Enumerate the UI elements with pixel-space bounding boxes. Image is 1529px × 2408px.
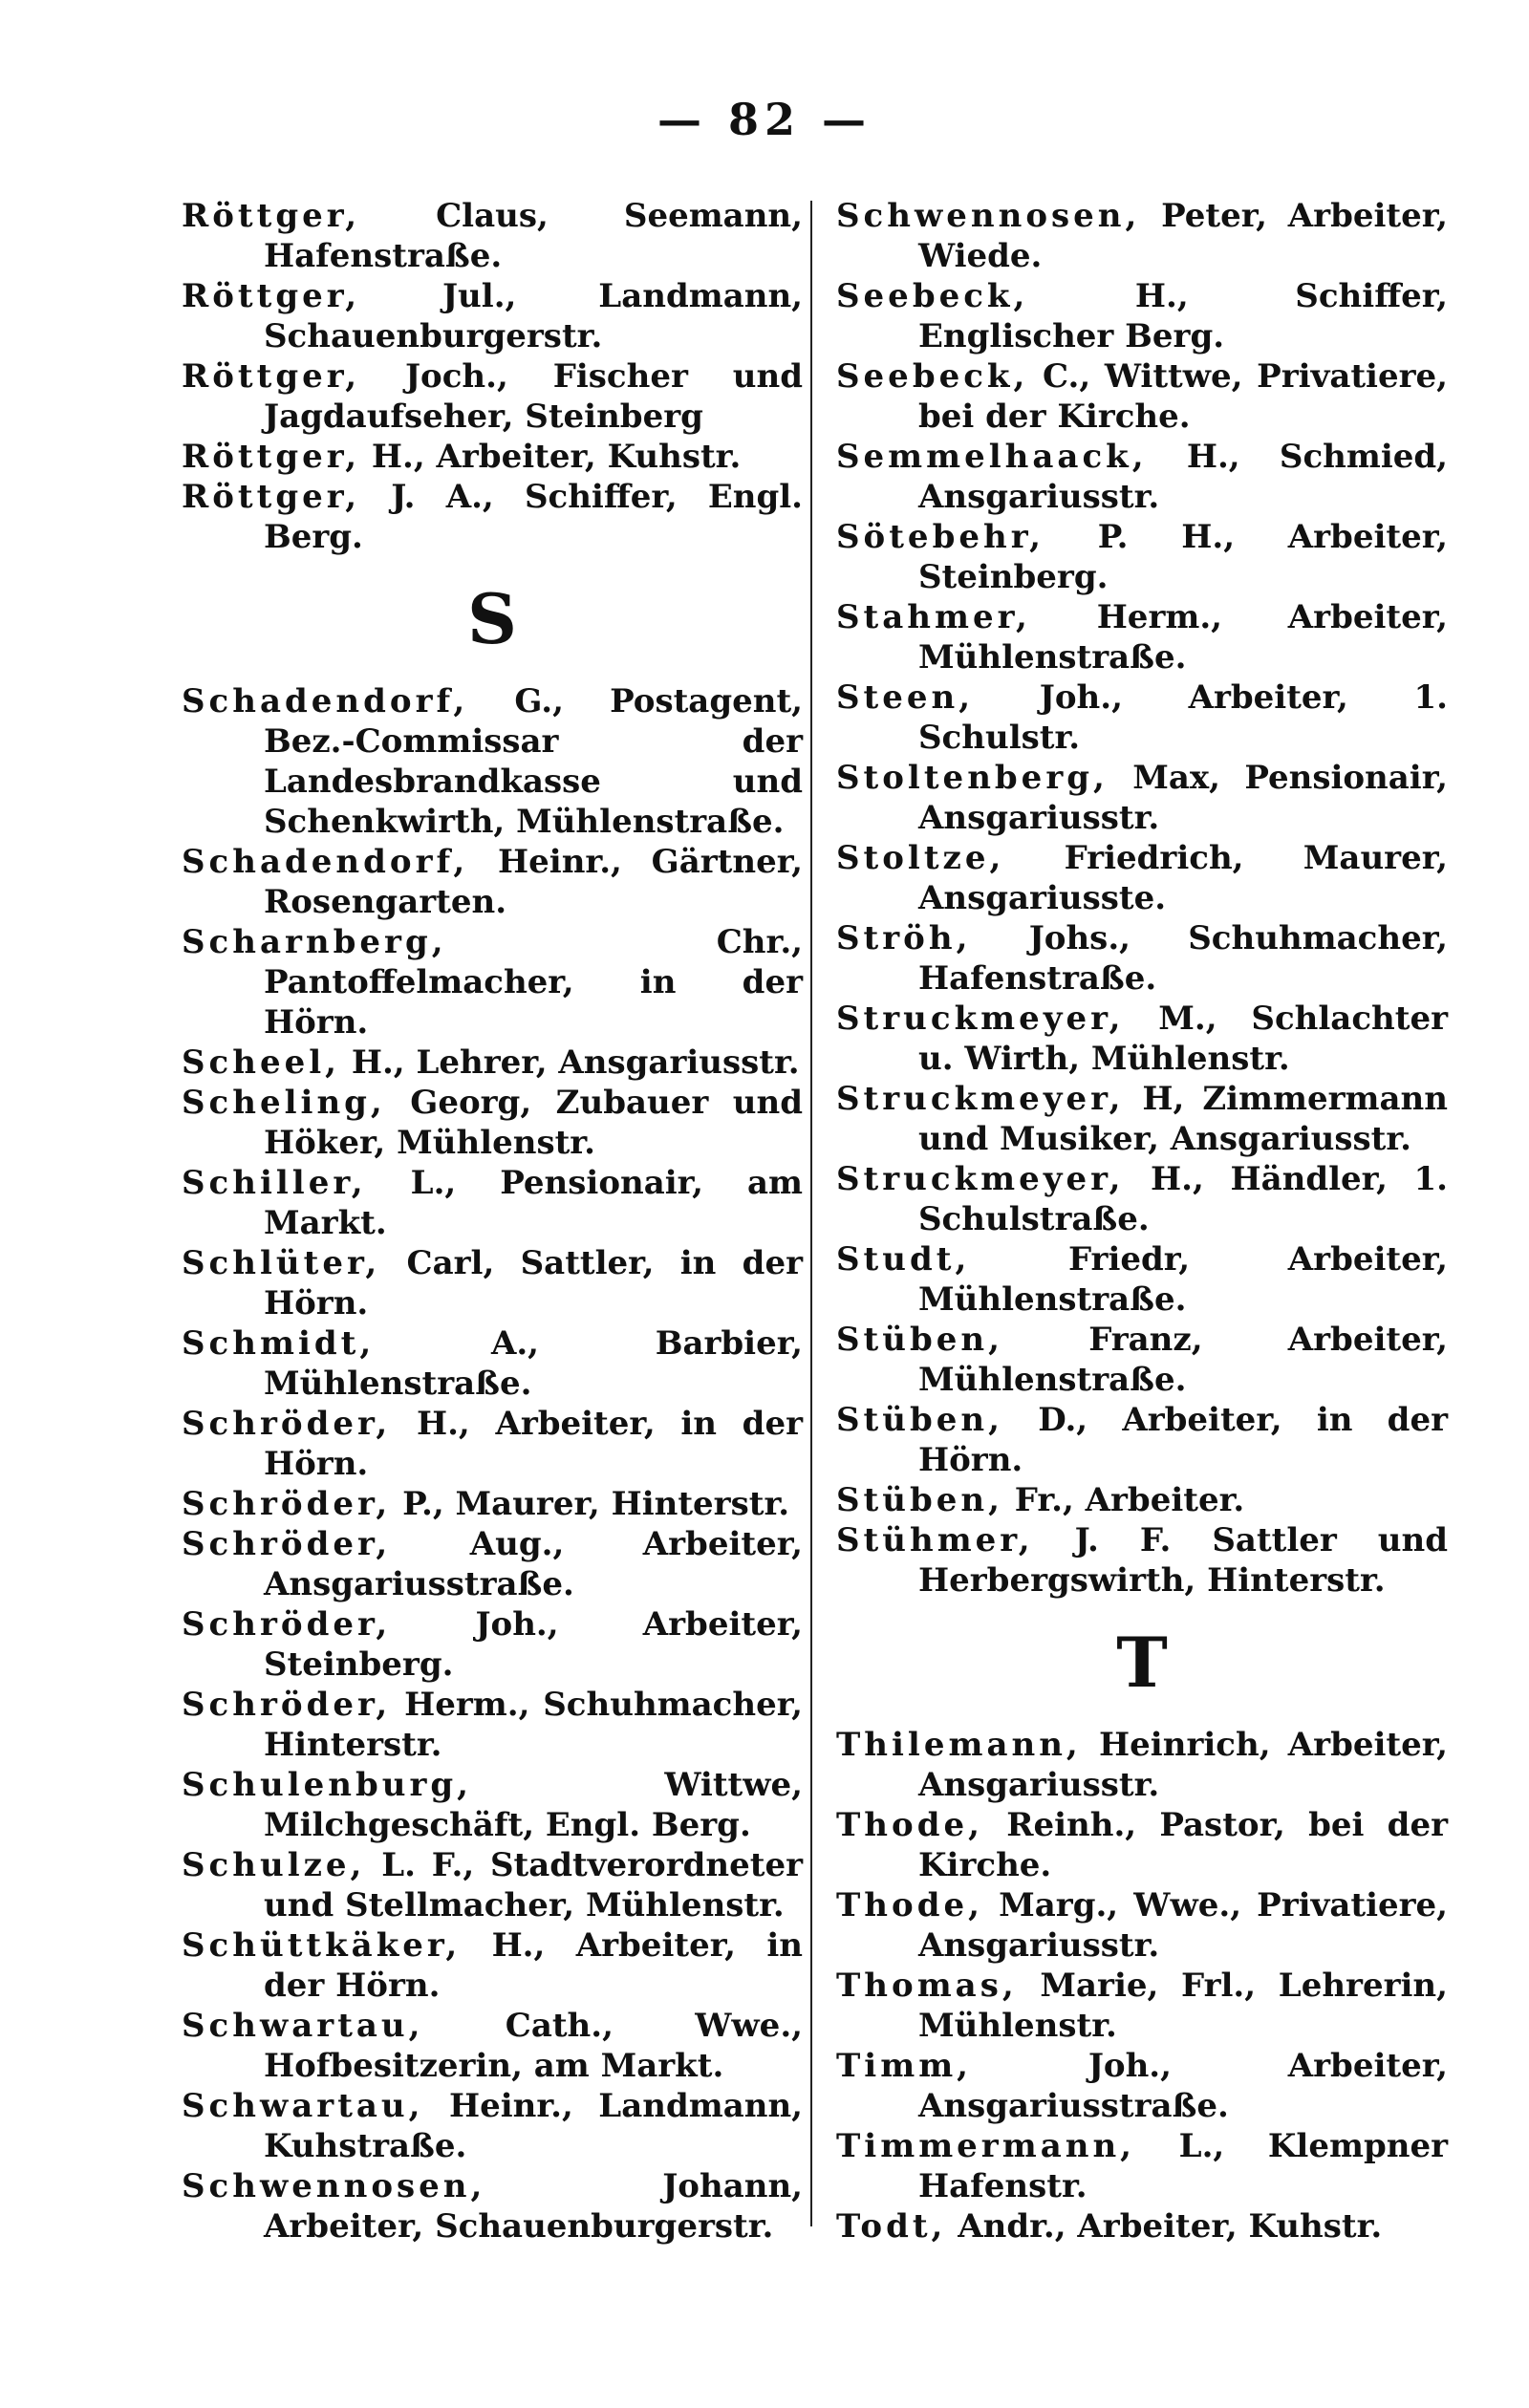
entry-surname: Schwennosen, xyxy=(182,2167,486,2205)
entry-details: Marie, Frl., Lehrerin, Mühlenstr. xyxy=(918,1967,1448,2045)
entry-details: Heinrich, Arbeiter, Ansgariusstr. xyxy=(918,1726,1449,1804)
entry-details: Joch., Fischer und Jagdaufseher, Steinberg xyxy=(264,357,803,436)
section-heading-t: T xyxy=(1116,1622,1168,1703)
directory-entry xyxy=(836,2206,1448,2247)
entry-list-t xyxy=(836,1725,1448,2247)
right-column xyxy=(836,196,1448,2247)
entry-surname: Stüben, xyxy=(836,1481,1003,1519)
entry-surname: Sötebehr, xyxy=(836,518,1044,556)
entry-surname: Studt, xyxy=(836,1240,971,1279)
entry-surname: Schiller, xyxy=(182,1164,367,1202)
entry-details: Heinr., Landmann, Kuhstraße. xyxy=(264,2087,804,2165)
entry-details: G., Postagent, Bez.-Commissar der Landesbrandkasse und Schenkwirth, Mühlenstraße. xyxy=(264,682,803,841)
entry-surname: Schwennosen, xyxy=(836,197,1141,235)
entry-details: H., Arbeiter, in der Hörn. xyxy=(264,1926,803,2005)
directory-entry xyxy=(836,597,1448,677)
entry-details: P., Maurer, Hinterstr. xyxy=(402,1485,790,1523)
entry-details: Andr., Arbeiter, Kuhstr. xyxy=(958,2207,1383,2246)
directory-entry xyxy=(836,1400,1448,1480)
entry-surname: Röttger, xyxy=(182,478,361,516)
directory-entry xyxy=(836,437,1448,517)
entry-details: Johs., Schuhmacher, Hafenstraße. xyxy=(918,919,1449,998)
directory-entry xyxy=(182,2006,803,2086)
directory-entry xyxy=(836,517,1448,597)
entry-details: Friedr, Arbeiter, Mühlenstraße. xyxy=(918,1240,1448,1319)
directory-entry xyxy=(836,356,1448,437)
entry-surname: Schmidt, xyxy=(182,1324,376,1363)
page-number: — 82 — xyxy=(657,94,872,145)
directory-entry xyxy=(836,838,1448,918)
directory-entry xyxy=(182,1925,803,2006)
directory-entry xyxy=(182,842,803,922)
entry-list-s xyxy=(182,681,803,2247)
entry-surname: Schröder, xyxy=(182,1485,392,1523)
entry-surname: Stüben, xyxy=(836,1401,1003,1439)
directory-entry xyxy=(836,1966,1448,2046)
directory-entry xyxy=(836,1320,1448,1400)
directory-entry xyxy=(836,2046,1448,2126)
entry-surname: Schulenburg, xyxy=(182,1766,472,1804)
entry-surname: Thode, xyxy=(836,1886,983,1924)
entry-details: Joh., Arbeiter, Ansgariusstraße. xyxy=(918,2047,1448,2125)
entry-surname: Schröder, xyxy=(182,1605,392,1644)
entry-details: H, Zimmermann und Musiker, Ansgariusstr. xyxy=(918,1080,1448,1158)
directory-entry xyxy=(182,276,803,356)
entry-details: J. F. Sattler und Herbergswirth, Hinterstr. xyxy=(918,1521,1448,1600)
entry-details: C., Wittwe, Privatiere, bei der Kirche. xyxy=(918,357,1448,436)
column-divider xyxy=(810,201,812,2226)
entry-surname: Schwartau, xyxy=(182,2007,424,2045)
entry-surname: Röttger, xyxy=(182,357,361,396)
entry-details: D., Arbeiter, in der Hörn. xyxy=(918,1401,1448,1479)
directory-entry xyxy=(836,1885,1448,1966)
directory-entry xyxy=(182,2086,803,2166)
entry-details: P. H., Arbeiter, Steinberg. xyxy=(918,518,1448,596)
directory-entry xyxy=(836,1520,1448,1601)
directory-entry xyxy=(836,1805,1448,1885)
entry-details: H., Arbeiter, in der Hörn. xyxy=(264,1405,803,1483)
entry-details: Herm., Schuhmacher, Hinterstr. xyxy=(264,1686,803,1764)
directory-entry xyxy=(182,1484,803,1524)
entry-details: H., Lehrer, Ansgariusstr. xyxy=(351,1043,800,1082)
entry-details: Chr., Pantoffelmacher, in der Hörn. xyxy=(264,923,803,1042)
directory-entry xyxy=(182,1845,803,1925)
entry-list-s-continued xyxy=(836,196,1448,1601)
directory-entry xyxy=(182,477,803,557)
entry-surname: Schulze, xyxy=(182,1846,366,1884)
left-column xyxy=(182,196,803,2247)
directory-entry xyxy=(836,1480,1448,1520)
entry-surname: Seebeck, xyxy=(836,357,1029,396)
directory-entry xyxy=(836,1159,1448,1239)
entry-details: Joh., Arbeiter, 1. Schulstr. xyxy=(918,678,1448,757)
entry-details: Reinh., Pastor, bei der Kirche. xyxy=(918,1806,1448,1884)
directory-entry xyxy=(836,1239,1448,1320)
directory-entry xyxy=(182,2166,803,2247)
entry-surname: Stühmer, xyxy=(836,1521,1034,1559)
directory-entry xyxy=(182,1323,803,1404)
entry-surname: Struckmeyer, xyxy=(836,1160,1125,1198)
entry-surname: Timm, xyxy=(836,2047,973,2085)
directory-entry xyxy=(182,1243,803,1323)
directory-entry xyxy=(836,677,1448,758)
entry-surname: Röttger, xyxy=(182,277,361,315)
entry-surname: Semmelhaack, xyxy=(836,438,1148,476)
entry-surname: Thode, xyxy=(836,1806,983,1844)
entry-details: J. A., Schiffer, Engl. Berg. xyxy=(264,478,804,556)
entry-details: Jul., Landmann, Schauenburgerstr. xyxy=(264,277,803,355)
entry-surname: Timmermann, xyxy=(836,2127,1135,2165)
entry-details: Georg, Zubauer und Höker, Mühlenstr. xyxy=(264,1084,803,1162)
entry-surname: Schlüter, xyxy=(182,1244,381,1282)
directory-entry xyxy=(182,1685,803,1765)
entry-details: Claus, Seemann, Hafenstraße. xyxy=(264,197,803,275)
entry-details: M., Schlachter u. Wirth, Mühlenstr. xyxy=(918,1000,1448,1078)
entry-surname: Schröder, xyxy=(182,1686,392,1724)
entry-details: Franz, Arbeiter, Mühlenstraße. xyxy=(918,1321,1448,1399)
entry-surname: Röttger, xyxy=(182,197,361,235)
entry-details: L., Klempner Hafenstr. xyxy=(918,2127,1448,2205)
entry-details: Max, Pensionair, Ansgariusstr. xyxy=(918,759,1449,837)
entry-surname: Steen, xyxy=(836,678,975,717)
entry-details: L., Pensionair, am Markt. xyxy=(264,1164,803,1242)
entry-details: H., Händler, 1. Schulstraße. xyxy=(918,1160,1449,1238)
directory-entry xyxy=(182,1404,803,1484)
directory-entry xyxy=(836,918,1448,999)
entry-surname: Thilemann, xyxy=(836,1726,1082,1764)
entry-details: Herm., Arbeiter, Mühlenstraße. xyxy=(918,598,1448,677)
directory-entry xyxy=(836,196,1448,276)
entry-details: Johann, Arbeiter, Schauenburgerstr. xyxy=(264,2167,803,2246)
entry-surname: Stahmer, xyxy=(836,598,1031,636)
entry-details: H., Schmied, Ansgariusstr. xyxy=(918,438,1448,516)
entry-surname: Struckmeyer, xyxy=(836,1000,1125,1038)
entry-details: H., Arbeiter, Kuhstr. xyxy=(371,438,742,476)
directory-entry xyxy=(182,1604,803,1685)
section-heading-s: S xyxy=(467,578,517,659)
entry-surname: Thomas, xyxy=(836,1967,1018,2005)
entry-details: Marg., Wwe., Privatiere, Ansgariusstr. xyxy=(918,1886,1448,1965)
entry-details: L. F., Stadtverordneter und Stellmacher, Mühlenstr. xyxy=(264,1846,803,1924)
directory-entry xyxy=(182,922,803,1043)
entry-surname: Schröder, xyxy=(182,1405,392,1443)
directory-entry xyxy=(182,1163,803,1243)
entry-surname: Röttger, xyxy=(182,438,361,476)
directory-entry xyxy=(182,1083,803,1163)
entry-surname: Stoltenberg, xyxy=(836,759,1109,797)
entry-surname: Scheel, xyxy=(182,1043,340,1082)
entry-details: Friedrich, Maurer, Ansgariusste. xyxy=(918,839,1448,917)
entry-details: Cath., Wwe., Hofbesitzerin, am Markt. xyxy=(264,2007,803,2085)
directory-entry xyxy=(182,356,803,437)
entry-surname: Schröder, xyxy=(182,1525,392,1563)
entry-surname: Scheling, xyxy=(182,1084,386,1122)
entry-surname: Seebeck, xyxy=(836,277,1029,315)
entry-list-r xyxy=(182,196,803,557)
entry-surname: Todt, xyxy=(836,2207,947,2246)
directory-entry xyxy=(836,2126,1448,2206)
directory-entry xyxy=(836,999,1448,1079)
entry-details: Carl, Sattler, in der Hörn. xyxy=(264,1244,803,1322)
entry-surname: Schadendorf, xyxy=(182,843,469,881)
directory-entry xyxy=(836,1725,1448,1805)
entry-surname: Scharnberg, xyxy=(182,923,447,961)
directory-entry xyxy=(836,276,1448,356)
entry-surname: Schüttkäker, xyxy=(182,1926,462,1965)
directory-entry xyxy=(182,437,803,477)
directory-entry xyxy=(836,758,1448,838)
directory-entry xyxy=(182,196,803,276)
entry-details: Joh., Arbeiter, Steinberg. xyxy=(264,1605,803,1684)
entry-surname: Schwartau, xyxy=(182,2087,424,2125)
entry-details: Peter, Arbeiter, Wiede. xyxy=(918,197,1449,275)
directory-entry xyxy=(182,681,803,842)
entry-details: Fr., Arbeiter. xyxy=(1014,1481,1245,1519)
entry-surname: Schadendorf, xyxy=(182,682,469,720)
entry-details: A., Barbier, Mühlenstraße. xyxy=(264,1324,804,1403)
entry-surname: Ströh, xyxy=(836,919,972,957)
entry-surname: Struckmeyer, xyxy=(836,1080,1125,1118)
entry-details: Heinr., Gärtner, Rosengarten. xyxy=(264,843,803,921)
entry-details: Wittwe, Milchgeschäft, Engl. Berg. xyxy=(264,1766,803,1844)
entry-details: H., Schiffer, Englischer Berg. xyxy=(918,277,1449,355)
directory-entry xyxy=(182,1765,803,1845)
entry-details: Aug., Arbeiter, Ansgariusstraße. xyxy=(264,1525,803,1603)
entry-surname: Stoltze, xyxy=(836,839,1005,877)
entry-surname: Stüben, xyxy=(836,1321,1003,1359)
directory-entry xyxy=(836,1079,1448,1159)
directory-entry xyxy=(182,1043,803,1083)
directory-entry xyxy=(182,1524,803,1604)
